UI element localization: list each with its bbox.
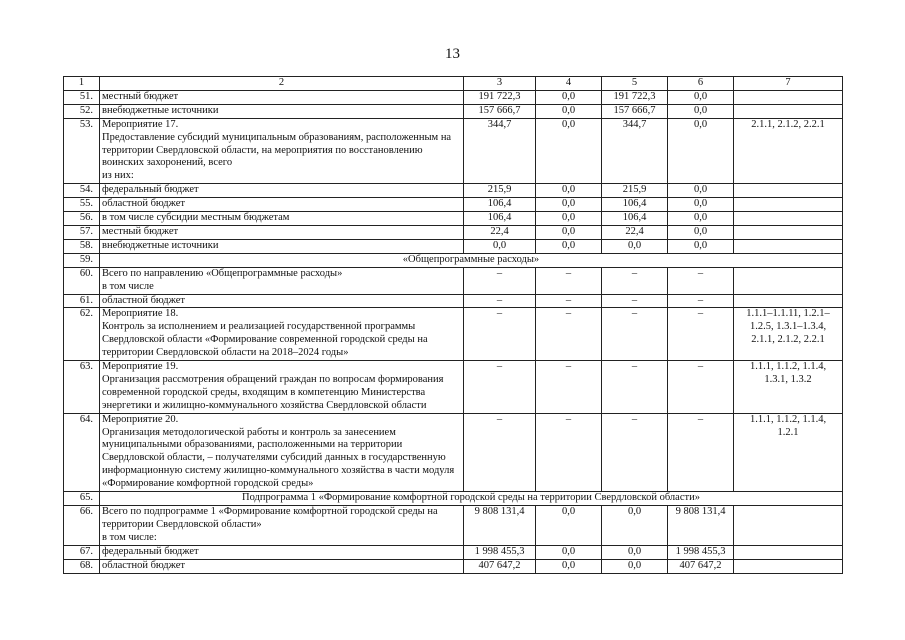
value-cell-col4: –: [536, 361, 602, 414]
row-description-cell: Мероприятие 17. Предоставление субсидий муниципальным образованиям, расположенным на территории Свердловской области, на мероприятия по восстановлению воинских захоронений, всего из них:: [100, 118, 464, 184]
value-cell-col3: 9 808 131,4: [464, 506, 536, 546]
table-row: [64, 104, 843, 118]
value-cell-col4: 0,0: [536, 184, 602, 198]
value-cell-col6: 0,0: [668, 104, 734, 118]
target-indicator-cell: 1.1.1, 1.1.2, 1.1.4, 1.2.1: [734, 413, 843, 491]
value-cell-col6: –: [668, 361, 734, 414]
row-description-cell: местный бюджет: [100, 225, 464, 239]
value-cell-col6: –: [668, 308, 734, 361]
value-cell-col4: 0,0: [536, 104, 602, 118]
row-number-cell: 54.: [64, 184, 100, 198]
budget-table: [63, 76, 843, 574]
row-number-cell: 66.: [64, 506, 100, 546]
row-number-cell: 58.: [64, 239, 100, 253]
row-number-cell: 57.: [64, 225, 100, 239]
value-cell-col5: 0,0: [602, 559, 668, 573]
value-cell-col6: 0,0: [668, 225, 734, 239]
value-cell-col3: 0,0: [464, 239, 536, 253]
target-indicator-cell: [734, 184, 843, 198]
target-indicator-cell: [734, 559, 843, 573]
table-row: [64, 413, 843, 491]
value-cell-col3: –: [464, 413, 536, 491]
target-indicator-cell: 2.1.1, 2.1.2, 2.2.1: [734, 118, 843, 184]
value-cell-col4: –: [536, 267, 602, 294]
target-indicator-cell: 1.1.1, 1.1.2, 1.1.4, 1.3.1, 1.3.2: [734, 361, 843, 414]
value-cell-col4: 0,0: [536, 90, 602, 104]
table-row: [64, 118, 843, 184]
header-cell: 3: [464, 77, 536, 91]
value-cell-col5: 106,4: [602, 212, 668, 226]
value-cell-col5: –: [602, 267, 668, 294]
target-indicator-cell: [734, 90, 843, 104]
value-cell-col4: –: [536, 308, 602, 361]
value-cell-col6: –: [668, 267, 734, 294]
row-description-cell: Мероприятие 18. Контроль за исполнением и реализацией государственной программы Свердловской области «Формирование современной городской среды на территории Свердловской области на 2018–2024 годы»: [100, 308, 464, 361]
table-row: [64, 225, 843, 239]
value-cell-col3: –: [464, 361, 536, 414]
table-row: [64, 506, 843, 546]
row-number-cell: 55.: [64, 198, 100, 212]
value-cell-col5: –: [602, 308, 668, 361]
row-description-cell: федеральный бюджет: [100, 545, 464, 559]
value-cell-col5: 157 666,7: [602, 104, 668, 118]
value-cell-col3: 407 647,2: [464, 559, 536, 573]
value-cell-col5: 0,0: [602, 545, 668, 559]
value-cell-col3: 106,4: [464, 198, 536, 212]
value-cell-col6: 1 998 455,3: [668, 545, 734, 559]
value-cell-col5: 344,7: [602, 118, 668, 184]
value-cell-col4: 0,0: [536, 198, 602, 212]
row-number-cell: 59.: [64, 253, 100, 267]
value-cell-col4: 0,0: [536, 118, 602, 184]
value-cell-col6: 9 808 131,4: [668, 506, 734, 546]
row-number-cell: 53.: [64, 118, 100, 184]
value-cell-col5: –: [602, 361, 668, 414]
row-description-cell: федеральный бюджет: [100, 184, 464, 198]
row-description-cell: Мероприятие 20. Организация методологической работы и контроль за занесением муниципальными образованиями, расположенными на территории Свердловской области, – получателями субсидий данных в государственную информационную систему жилищно-коммунального хозяйства в части модуля «Формирование комфортной городской среды»: [100, 413, 464, 491]
value-cell-col6: 0,0: [668, 198, 734, 212]
table-row: [64, 559, 843, 573]
table-row: [64, 361, 843, 414]
row-description-cell: местный бюджет: [100, 90, 464, 104]
target-indicator-cell: [734, 267, 843, 294]
value-cell-col5: –: [602, 294, 668, 308]
table-row: [64, 198, 843, 212]
header-cell: 4: [536, 77, 602, 91]
table-row: [64, 545, 843, 559]
target-indicator-cell: 1.1.1–1.1.11, 1.2.1– 1.2.5, 1.3.1–1.3.4, 2.1.1, 2.1.2, 2.2.1: [734, 308, 843, 361]
section-heading-cell: «Общепрограммные расходы»: [100, 253, 843, 267]
value-cell-col4: 0,0: [536, 545, 602, 559]
page-number: 13: [445, 46, 460, 62]
row-description-cell: областной бюджет: [100, 559, 464, 573]
value-cell-col4: 0,0: [536, 212, 602, 226]
target-indicator-cell: [734, 294, 843, 308]
row-description-cell: Всего по подпрограмме 1 «Формирование комфортной городской среды на территории Свердловской области» в том числе:: [100, 506, 464, 546]
row-description-cell: областной бюджет: [100, 198, 464, 212]
value-cell-col6: 0,0: [668, 90, 734, 104]
value-cell-col3: 22,4: [464, 225, 536, 239]
value-cell-col4: 0,0: [536, 239, 602, 253]
value-cell-col5: –: [602, 413, 668, 491]
section-heading-cell: Подпрограмма 1 «Формирование комфортной городской среды на территории Свердловской области»: [100, 492, 843, 506]
table-row: [64, 492, 843, 506]
value-cell-col6: 0,0: [668, 118, 734, 184]
row-description-cell: областной бюджет: [100, 294, 464, 308]
table-row: [64, 239, 843, 253]
target-indicator-cell: [734, 212, 843, 226]
table-header-row: [64, 77, 843, 91]
value-cell-col5: 215,9: [602, 184, 668, 198]
value-cell-col6: –: [668, 413, 734, 491]
row-number-cell: 67.: [64, 545, 100, 559]
value-cell-col6: 0,0: [668, 184, 734, 198]
row-description-cell: Мероприятие 19. Организация рассмотрения обращений граждан по вопросам формирования современной городской среды, входящим в компетенцию Министерства энергетики и жилищно-коммунального хозяйства Свердловской области: [100, 361, 464, 414]
value-cell-col3: 157 666,7: [464, 104, 536, 118]
row-number-cell: 62.: [64, 308, 100, 361]
value-cell-col5: 106,4: [602, 198, 668, 212]
target-indicator-cell: [734, 225, 843, 239]
row-number-cell: 61.: [64, 294, 100, 308]
value-cell-col3: 344,7: [464, 118, 536, 184]
value-cell-col4: –: [536, 294, 602, 308]
target-indicator-cell: [734, 239, 843, 253]
target-indicator-cell: [734, 198, 843, 212]
value-cell-col3: –: [464, 308, 536, 361]
row-number-cell: 64.: [64, 413, 100, 491]
header-cell: 6: [668, 77, 734, 91]
value-cell-col5: 0,0: [602, 239, 668, 253]
table-row: [64, 212, 843, 226]
row-number-cell: 60.: [64, 267, 100, 294]
value-cell-col6: –: [668, 294, 734, 308]
table-row: [64, 308, 843, 361]
value-cell-col3: –: [464, 267, 536, 294]
value-cell-col4: 0,0: [536, 559, 602, 573]
table-row: [64, 294, 843, 308]
row-number-cell: 68.: [64, 559, 100, 573]
value-cell-col5: 191 722,3: [602, 90, 668, 104]
value-cell-col3: 106,4: [464, 212, 536, 226]
value-cell-col6: 407 647,2: [668, 559, 734, 573]
target-indicator-cell: [734, 506, 843, 546]
value-cell-col4: 0,0: [536, 506, 602, 546]
header-cell: 7: [734, 77, 843, 91]
target-indicator-cell: [734, 545, 843, 559]
table-row: [64, 267, 843, 294]
row-description-cell: Всего по направлению «Общепрограммные расходы» в том числе: [100, 267, 464, 294]
value-cell-col4: –: [536, 413, 602, 491]
value-cell-col5: 0,0: [602, 506, 668, 546]
value-cell-col6: 0,0: [668, 239, 734, 253]
value-cell-col6: 0,0: [668, 212, 734, 226]
row-number-cell: 56.: [64, 212, 100, 226]
row-description-cell: в том числе субсидии местным бюджетам: [100, 212, 464, 226]
target-indicator-cell: [734, 104, 843, 118]
row-number-cell: 52.: [64, 104, 100, 118]
value-cell-col3: 215,9: [464, 184, 536, 198]
header-cell: 1: [64, 77, 100, 91]
value-cell-col5: 22,4: [602, 225, 668, 239]
table-row: [64, 184, 843, 198]
row-number-cell: 65.: [64, 492, 100, 506]
value-cell-col4: 0,0: [536, 225, 602, 239]
row-description-cell: внебюджетные источники: [100, 104, 464, 118]
row-number-cell: 63.: [64, 361, 100, 414]
header-cell: 2: [100, 77, 464, 91]
header-cell: 5: [602, 77, 668, 91]
value-cell-col3: 191 722,3: [464, 90, 536, 104]
value-cell-col3: 1 998 455,3: [464, 545, 536, 559]
row-number-cell: 51.: [64, 90, 100, 104]
table-row: [64, 90, 843, 104]
value-cell-col3: –: [464, 294, 536, 308]
table-body: [64, 90, 843, 573]
table-row: [64, 253, 843, 267]
row-description-cell: внебюджетные источники: [100, 239, 464, 253]
